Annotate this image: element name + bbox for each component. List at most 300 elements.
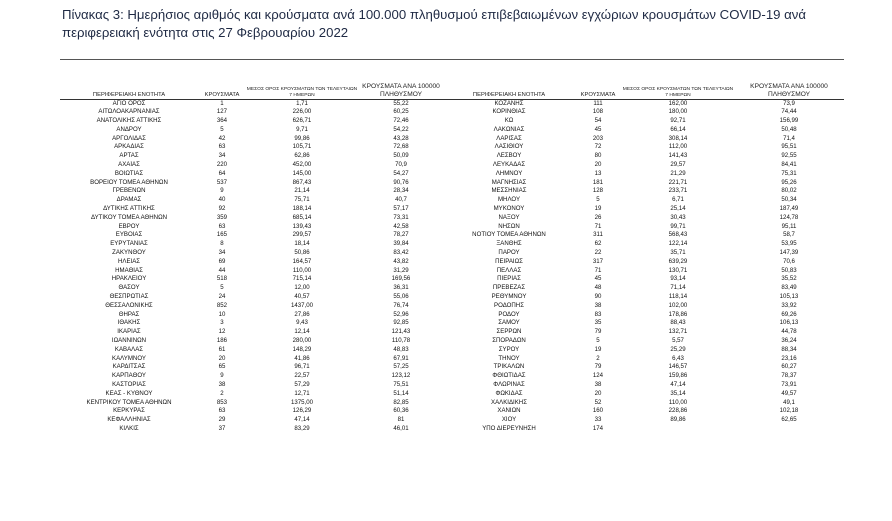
right-per100k-cell: 73,9 — [783, 99, 795, 107]
left-cases-cell: 63 — [218, 407, 226, 415]
right-cases-cell: 45 — [594, 275, 602, 283]
right-region-cell: ΝΗΣΩΝ — [498, 222, 520, 230]
right-avg7-cell: 35,14 — [670, 389, 686, 397]
table-row — [60, 117, 844, 126]
right-avg7-cell: 118,14 — [668, 293, 688, 301]
right-per100k-cell: 80,02 — [781, 187, 797, 195]
right-cases-cell: 124 — [592, 372, 604, 380]
table-row — [60, 355, 844, 364]
left-region-cell: ΚΑΡΔΙΤΣΑΣ — [112, 363, 146, 371]
left-per100k-cell: 48,83 — [393, 345, 409, 353]
right-region-cell: ΜΥΚΟΝΟΥ — [493, 205, 525, 213]
right-region-cell: ΡΟΔΟΠΗΣ — [494, 301, 524, 309]
left-region-cell: ΚΑΣΤΟΡΙΑΣ — [112, 381, 146, 388]
header-region-right: ΠΕΡΙΦΕΡΕΙΑΚΗ ΕΝΟΤΗΤΑ — [444, 59, 574, 99]
left-avg7-cell: 452,00 — [292, 161, 312, 169]
right-per100k-cell: 92,55 — [781, 152, 797, 160]
left-cases-cell: 9 — [220, 187, 224, 195]
right-region-cell: ΛΑΡΙΣΑΣ — [496, 134, 522, 142]
right-avg7-cell — [622, 425, 734, 434]
right-region-cell: ΛΗΜΝΟΥ — [495, 169, 523, 177]
table-row — [60, 319, 844, 328]
left-avg7-cell: 27,86 — [294, 310, 310, 318]
left-cases-cell: 10 — [218, 310, 226, 318]
left-per100k-cell: 43,28 — [393, 134, 409, 142]
right-avg7-cell: 66,14 — [670, 125, 686, 133]
right-avg7-cell: 162,00 — [668, 99, 688, 107]
left-region-cell: ΑΝΑΤΟΛΙΚΗΣ ΑΤΤΙΚΗΣ — [96, 117, 162, 125]
header-cases-left: ΚΡΟΥΣΜΑΤΑ — [198, 59, 246, 99]
table-row — [60, 416, 844, 425]
right-cases-cell: 48 — [594, 284, 602, 292]
header-cases-right: ΚΡΟΥΣΜΑΤΑ — [574, 59, 622, 99]
right-per100k-cell: 124,78 — [779, 213, 799, 221]
left-region-cell: ΚΑΛΥΜΝΟΥ — [112, 354, 146, 362]
left-avg7-cell: 9,71 — [296, 125, 308, 133]
left-region-cell: ΙΚΑΡΙΑΣ — [117, 328, 141, 336]
table-row — [60, 143, 844, 152]
table-row — [60, 161, 844, 170]
right-region-cell: ΠΑΡΟΥ — [498, 249, 520, 257]
left-per100k-cell: 81 — [397, 416, 405, 424]
table-row — [60, 302, 844, 311]
left-per100k-cell: 43,82 — [393, 257, 409, 265]
right-per100k-cell: 44,78 — [781, 328, 797, 336]
right-per100k-cell — [734, 425, 844, 434]
right-cases-cell: 52 — [594, 398, 602, 406]
left-per100k-cell: 70,9 — [395, 161, 407, 169]
right-avg7-cell: 308,14 — [668, 134, 688, 142]
right-cases-cell: 5 — [596, 337, 600, 345]
right-cases-cell: 45 — [594, 125, 602, 133]
left-region-cell: ΚΕΡΚΥΡΑΣ — [113, 407, 145, 415]
right-per100k-cell: 95,11 — [781, 222, 797, 230]
right-region-cell: ΥΠΟ ΔΙΕΡΕΥΝΗΣΗ — [482, 424, 536, 432]
left-per100k-cell: 83,42 — [393, 249, 409, 257]
right-region-cell: ΚΟΖΑΝΗΣ — [494, 99, 524, 107]
right-cases-cell: 62 — [594, 240, 602, 248]
left-cases-cell: 853 — [216, 398, 228, 406]
right-avg7-cell: 130,71 — [668, 266, 688, 274]
left-per100k-cell: 123,12 — [391, 372, 411, 380]
right-per100k-cell: 83,49 — [781, 284, 797, 292]
table-row — [60, 187, 844, 196]
left-avg7-cell: 83,29 — [294, 424, 310, 432]
right-cases-cell: 128 — [592, 187, 604, 195]
table-row — [60, 363, 844, 372]
right-avg7-cell: 122,14 — [668, 240, 688, 248]
table-row — [60, 407, 844, 416]
table-row — [60, 399, 844, 408]
right-per100k-cell: 75,31 — [781, 169, 797, 177]
left-per100k-cell: 46,01 — [393, 424, 409, 432]
left-region-cell: ΕΥΒΟΙΑΣ — [115, 231, 143, 239]
left-avg7-cell: 1375,00 — [290, 398, 314, 406]
left-region-cell: ΘΕΣΠΡΩΤΙΑΣ — [109, 293, 149, 301]
right-region-cell: ΜΑΓΝΗΣΙΑΣ — [491, 178, 527, 186]
right-region-cell: ΠΡΕΒΕΖΑΣ — [492, 284, 526, 292]
right-per100k-cell: 70,6 — [783, 257, 795, 265]
left-avg7-cell: 57,29 — [294, 381, 310, 388]
left-per100k-cell: 54,27 — [393, 169, 409, 177]
right-region-cell: ΧΙΟΥ — [501, 416, 517, 424]
table-row — [60, 205, 844, 214]
right-avg7-cell: 132,71 — [668, 328, 688, 336]
right-cases-cell: 203 — [592, 134, 604, 142]
right-avg7-cell: 141,43 — [668, 152, 688, 160]
right-per100k-cell: 84,41 — [781, 161, 797, 169]
table-row — [60, 372, 844, 381]
left-cases-cell: 518 — [216, 275, 228, 283]
left-avg7-cell: 188,14 — [292, 205, 312, 213]
table-row — [60, 381, 844, 390]
table-row — [60, 196, 844, 205]
right-avg7-cell: 146,57 — [668, 363, 688, 371]
left-region-cell: ΗΜΑΘΙΑΣ — [115, 266, 143, 274]
left-per100k-cell: 121,43 — [391, 328, 411, 336]
left-avg7-cell: 12,71 — [294, 389, 310, 397]
right-region-cell: ΦΘΙΩΤΙΔΑΣ — [492, 372, 526, 380]
table-row — [60, 179, 844, 188]
right-per100k-cell: 35,52 — [781, 275, 797, 283]
left-cases-cell: 2 — [220, 389, 224, 397]
right-cases-cell: 79 — [594, 328, 602, 336]
left-region-cell: ΑΡΓΟΛΙΔΑΣ — [112, 134, 146, 142]
left-region-cell: ΕΥΡΥΤΑΝΙΑΣ — [110, 240, 148, 248]
right-region-cell: ΚΟΡΙΝΘΙΑΣ — [492, 108, 526, 116]
left-region-cell: ΖΑΚΥΝΘΟΥ — [112, 249, 146, 257]
left-cases-cell: 34 — [218, 249, 226, 257]
left-region-cell: ΔΥΤΙΚΗΣ ΑΤΤΙΚΗΣ — [103, 205, 155, 213]
left-region-cell: ΗΡΑΚΛΕΙΟΥ — [111, 275, 147, 283]
table-row — [60, 311, 844, 320]
left-per100k-cell: 28,34 — [393, 187, 409, 195]
right-region-cell: ΛΕΣΒΟΥ — [496, 152, 522, 160]
left-cases-cell: 359 — [216, 213, 228, 221]
right-cases-cell: 38 — [594, 301, 602, 309]
table-row — [60, 152, 844, 161]
left-cases-cell: 44 — [218, 266, 226, 274]
table-body — [60, 99, 844, 434]
right-per100k-cell: 36,24 — [781, 337, 797, 345]
covid-cases-table-container — [60, 59, 844, 434]
right-per100k-cell: 187,49 — [779, 205, 799, 213]
table-row — [60, 390, 844, 399]
header-avg7-right: ΜΕΣΟΣ ΟΡΟΣ ΚΡΟΥΣΜΑΤΩΝ ΤΩΝ ΤΕΛΕΥΤΑΙΩΝ 7 ΗΜΕΡΩΝ — [622, 59, 734, 99]
left-cases-cell: 8 — [220, 240, 224, 248]
table-row — [60, 293, 844, 302]
right-per100k-cell: 50,48 — [781, 125, 797, 133]
left-avg7-cell: 126,29 — [292, 407, 312, 415]
left-avg7-cell: 139,43 — [292, 222, 312, 230]
right-cases-cell: 38 — [594, 381, 602, 388]
right-avg7-cell: 30,43 — [670, 213, 686, 221]
right-region-cell: ΞΑΝΘΗΣ — [496, 240, 522, 248]
right-cases-cell: 13 — [594, 169, 602, 177]
table-row — [60, 108, 844, 117]
left-cases-cell: 42 — [218, 134, 226, 142]
left-avg7-cell: 18,14 — [294, 240, 310, 248]
right-region-cell: ΝΟΤΙΟΥ ΤΟΜΕΑ ΑΘΗΝΩΝ — [472, 231, 546, 239]
left-per100k-cell: 73,31 — [393, 213, 409, 221]
right-avg7-cell: 178,86 — [668, 310, 688, 318]
right-avg7-cell: 89,86 — [670, 416, 686, 424]
header-region-left: ΠΕΡΙΦΕΡΕΙΑΚΗ ΕΝΟΤΗΤΑ — [60, 59, 198, 99]
left-per100k-cell: 60,36 — [393, 407, 409, 415]
left-per100k-cell: 39,84 — [393, 240, 409, 248]
left-per100k-cell: 82,85 — [393, 398, 409, 406]
left-cases-cell: 1 — [220, 99, 224, 107]
right-per100k-cell: 50,83 — [781, 266, 797, 274]
right-per100k-cell: 71,4 — [783, 134, 795, 142]
right-per100k-cell: 88,34 — [781, 345, 797, 353]
left-per100k-cell: 40,7 — [395, 196, 407, 204]
left-avg7-cell: 626,71 — [292, 117, 312, 125]
left-avg7-cell: 1437,00 — [290, 301, 314, 309]
right-avg7-cell: 88,43 — [670, 319, 686, 327]
left-cases-cell: 5 — [220, 284, 224, 292]
right-cases-cell: 71 — [594, 222, 602, 230]
right-cases-cell: 108 — [592, 108, 604, 116]
right-per100k-cell: 102,18 — [779, 407, 799, 415]
left-avg7-cell: 299,57 — [292, 231, 312, 239]
right-region-cell: ΡΟΔΟΥ — [498, 310, 520, 318]
right-cases-cell: 20 — [594, 161, 602, 169]
left-avg7-cell: 148,29 — [292, 345, 312, 353]
left-avg7-cell: 96,71 — [294, 363, 310, 371]
table-row — [60, 328, 844, 337]
left-avg7-cell: 75,71 — [294, 196, 310, 204]
right-per100k-cell: 53,95 — [781, 240, 797, 248]
left-cases-cell: 29 — [218, 416, 226, 424]
left-region-cell: ΚΑΒΑΛΑΣ — [114, 345, 144, 353]
table-row — [60, 126, 844, 135]
left-cases-cell: 20 — [218, 354, 226, 362]
table-header-row — [60, 59, 844, 99]
right-per100k-cell: 49,1 — [783, 398, 795, 406]
left-region-cell: ΑΙΤΩΛΟΑΚΑΡΝΑΝΙΑΣ — [98, 108, 160, 116]
document-title: Πίνακας 3: Ημερήσιος αριθμός και κρούσματα ανά 100.000 πληθυσμού επιβεβαιωμένων εγχώριων κρουσμάτων COVID-19 ανά περιφερειακή ενότητα στις 27 Φεβρουαρίου 2022 — [62, 7, 806, 40]
right-region-cell: ΧΑΝΙΩΝ — [497, 407, 521, 415]
left-cases-cell: 24 — [218, 293, 226, 301]
header-avg7-left: ΜΕΣΟΣ ΟΡΟΣ ΚΡΟΥΣΜΑΤΩΝ ΤΩΝ ΤΕΛΕΥΤΑΙΩΝ 7 ΗΜΕΡΩΝ — [246, 59, 358, 99]
left-avg7-cell: 12,00 — [294, 284, 310, 292]
left-per100k-cell: 60,25 — [393, 108, 409, 116]
table-row — [60, 337, 844, 346]
left-per100k-cell: 169,56 — [391, 275, 411, 283]
left-region-cell: ΔΥΤΙΚΟΥ ΤΟΜΕΑ ΑΘΗΝΩΝ — [90, 213, 168, 221]
right-region-cell: ΧΑΛΚΙΔΙΚΗΣ — [491, 398, 527, 406]
left-region-cell: ΓΡΕΒΕΝΩΝ — [112, 187, 146, 195]
right-cases-cell: 311 — [593, 231, 603, 239]
right-per100k-cell: 105,13 — [779, 293, 799, 301]
left-region-cell: ΒΟΙΩΤΙΑΣ — [114, 169, 144, 177]
table-row — [60, 214, 844, 223]
right-per100k-cell: 147,39 — [779, 249, 799, 257]
right-cases-cell: 54 — [594, 117, 602, 125]
left-region-cell: ΙΩΑΝΝΙΝΩΝ — [111, 337, 147, 345]
right-region-cell: ΜΕΣΣΗΝΙΑΣ — [491, 187, 527, 195]
left-avg7-cell: 99,86 — [294, 134, 310, 142]
left-region-cell: ΘΗΡΑΣ — [118, 310, 140, 318]
left-avg7-cell: 62,86 — [294, 152, 310, 160]
table-row — [60, 249, 844, 258]
table-row — [60, 275, 844, 284]
table-row — [60, 346, 844, 355]
left-per100k-cell: 55,22 — [393, 99, 409, 107]
right-region-cell: ΠΕΛΛΑΣ — [496, 266, 522, 274]
right-per100k-cell: 33,92 — [781, 301, 797, 309]
left-avg7-cell: 280,00 — [292, 337, 312, 345]
right-region-cell: ΚΩ — [504, 117, 514, 125]
left-region-cell: ΑΓΙΟ ΟΡΟΣ — [112, 99, 146, 107]
left-cases-cell: 127 — [216, 108, 228, 116]
left-per100k-cell: 55,06 — [393, 293, 409, 301]
left-cases-cell: 9 — [220, 372, 224, 380]
right-cases-cell: 71 — [594, 266, 602, 274]
left-cases-cell: 63 — [218, 222, 226, 230]
right-per100k-cell: 95,51 — [781, 143, 797, 151]
left-avg7-cell: 105,71 — [292, 143, 312, 151]
right-cases-cell: 19 — [594, 205, 602, 213]
left-region-cell: ΕΒΡΟΥ — [118, 222, 140, 230]
left-per100k-cell: 72,46 — [393, 117, 409, 125]
left-region-cell: ΔΡΑΜΑΣ — [116, 196, 142, 204]
right-per100k-cell: 69,26 — [781, 310, 797, 318]
left-region-cell: ΗΛΕΙΑΣ — [117, 257, 141, 265]
left-per100k-cell: 110,78 — [391, 337, 411, 345]
left-cases-cell: 186 — [216, 337, 228, 345]
left-region-cell: ΘΕΣΣΑΛΟΝΙΚΗΣ — [105, 301, 153, 309]
left-per100k-cell: 52,96 — [393, 310, 409, 318]
right-region-cell: ΛΕΥΚΑΔΑΣ — [492, 161, 526, 169]
right-per100k-cell: 60,27 — [781, 363, 797, 371]
left-cases-cell: 64 — [218, 169, 226, 177]
covid-cases-table — [60, 59, 844, 434]
right-avg7-cell: 5,57 — [672, 337, 684, 345]
right-avg7-cell: 35,71 — [670, 249, 686, 257]
left-per100k-cell: 92,85 — [393, 319, 409, 327]
left-per100k-cell: 78,27 — [393, 231, 409, 239]
left-avg7-cell: 715,14 — [292, 275, 312, 283]
right-region-cell: ΦΛΩΡΙΝΑΣ — [493, 381, 525, 388]
right-cases-cell: 20 — [594, 389, 602, 397]
left-cases-cell: 65 — [218, 363, 226, 371]
left-region-cell: ΑΧΑΪΑΣ — [118, 161, 140, 169]
right-avg7-cell: 159,86 — [668, 372, 688, 380]
left-cases-cell: 38 — [218, 381, 226, 388]
right-avg7-cell: 47,14 — [670, 381, 686, 388]
right-per100k-cell: 23,16 — [781, 354, 797, 362]
left-cases-cell: 61 — [218, 345, 226, 353]
right-cases-cell: 79 — [594, 363, 602, 371]
header-per100k-right: ΚΡΟΥΣΜΑΤΑ ΑΝΑ 100000 ΠΛΗΘΥΣΜΟΥ — [734, 59, 844, 99]
left-avg7-cell: 685,14 — [292, 213, 312, 221]
left-region-cell: ΑΝΔΡΟΥ — [116, 125, 142, 133]
right-per100k-cell: 74,44 — [781, 108, 797, 116]
table-row — [60, 258, 844, 267]
table-row — [60, 170, 844, 179]
right-region-cell: ΠΙΕΡΙΑΣ — [497, 275, 521, 283]
left-avg7-cell: 1,71 — [296, 99, 308, 107]
table-row — [60, 267, 844, 276]
right-cases-cell: 317 — [592, 257, 604, 265]
right-region-cell: ΡΕΘΥΜΝΟΥ — [491, 293, 527, 301]
left-per100k-cell: 76,74 — [393, 301, 409, 309]
table-row — [60, 240, 844, 249]
right-region-cell: ΤΗΝΟΥ — [498, 354, 520, 362]
right-region-cell: ΦΩΚΙΔΑΣ — [495, 389, 523, 397]
left-per100k-cell: 57,25 — [393, 363, 409, 371]
right-region-cell: ΣΥΡΟΥ — [498, 345, 520, 353]
right-avg7-cell: 92,71 — [670, 117, 686, 125]
right-per100k-cell: 106,13 — [779, 319, 799, 327]
right-region-cell: ΛΑΚΩΝΙΑΣ — [493, 125, 525, 133]
right-cases-cell: 83 — [594, 310, 602, 318]
right-avg7-cell: 25,29 — [670, 345, 686, 353]
table-row — [60, 425, 844, 434]
right-avg7-cell: 233,71 — [668, 187, 688, 195]
right-avg7-cell: 6,43 — [672, 354, 684, 362]
right-avg7-cell: 6,71 — [672, 196, 684, 204]
left-per100k-cell: 42,58 — [393, 222, 409, 230]
table-row — [60, 135, 844, 144]
right-region-cell: ΣΠΟΡΑΔΩΝ — [492, 337, 526, 345]
left-avg7-cell: 226,00 — [292, 108, 312, 116]
right-region-cell: ΝΑΞΟΥ — [498, 213, 520, 221]
right-cases-cell: 160 — [592, 407, 604, 415]
right-cases-cell: 80 — [594, 152, 602, 160]
left-region-cell: ΚΕΦΑΛΛΗΝΙΑΣ — [107, 416, 151, 424]
right-avg7-cell: 99,71 — [670, 222, 686, 230]
left-region-cell: ΚΑΡΠΑΘΟΥ — [112, 372, 146, 380]
left-cases-cell: 37 — [218, 424, 226, 432]
right-avg7-cell: 112,00 — [668, 143, 688, 151]
left-cases-cell: 69 — [218, 257, 226, 265]
right-cases-cell: 5 — [596, 196, 600, 204]
right-cases-cell: 19 — [594, 345, 602, 353]
right-per100k-cell: 50,34 — [781, 196, 797, 204]
left-avg7-cell: 164,57 — [292, 257, 312, 265]
left-region-cell: ΒΟΡΕΙΟΥ ΤΟΜΕΑ ΑΘΗΝΩΝ — [90, 178, 168, 186]
left-cases-cell: 34 — [218, 152, 226, 160]
right-cases-cell: 72 — [594, 143, 602, 151]
table-row — [60, 99, 844, 108]
right-cases-cell: 33 — [594, 416, 602, 424]
right-avg7-cell: 29,57 — [670, 161, 686, 169]
left-region-cell: ΑΡΚΑΔΙΑΣ — [114, 143, 144, 151]
left-per100k-cell: 57,17 — [393, 205, 409, 213]
left-cases-cell: 5 — [220, 125, 224, 133]
right-avg7-cell: 228,86 — [668, 407, 688, 415]
right-region-cell: ΤΡΙΚΑΛΩΝ — [493, 363, 525, 371]
left-avg7-cell: 21,14 — [294, 187, 310, 195]
left-avg7-cell: 40,57 — [294, 293, 310, 301]
left-per100k-cell: 51,14 — [393, 389, 409, 397]
left-avg7-cell: 22,57 — [294, 372, 310, 380]
right-avg7-cell: 25,14 — [670, 205, 686, 213]
right-per100k-cell: 95,26 — [781, 178, 797, 186]
right-cases-cell: 35 — [594, 319, 602, 327]
left-region-cell: ΚΕΑΣ - ΚΥΘΝΟΥ — [105, 389, 153, 397]
right-cases-cell: 181 — [592, 178, 604, 186]
table-row — [60, 284, 844, 293]
table-row — [60, 231, 844, 240]
right-region-cell: ΜΗΛΟΥ — [497, 196, 521, 204]
right-avg7-cell: 568,43 — [668, 231, 688, 239]
right-per100k-cell: 73,91 — [781, 381, 797, 388]
right-avg7-cell: 71,14 — [670, 284, 686, 292]
